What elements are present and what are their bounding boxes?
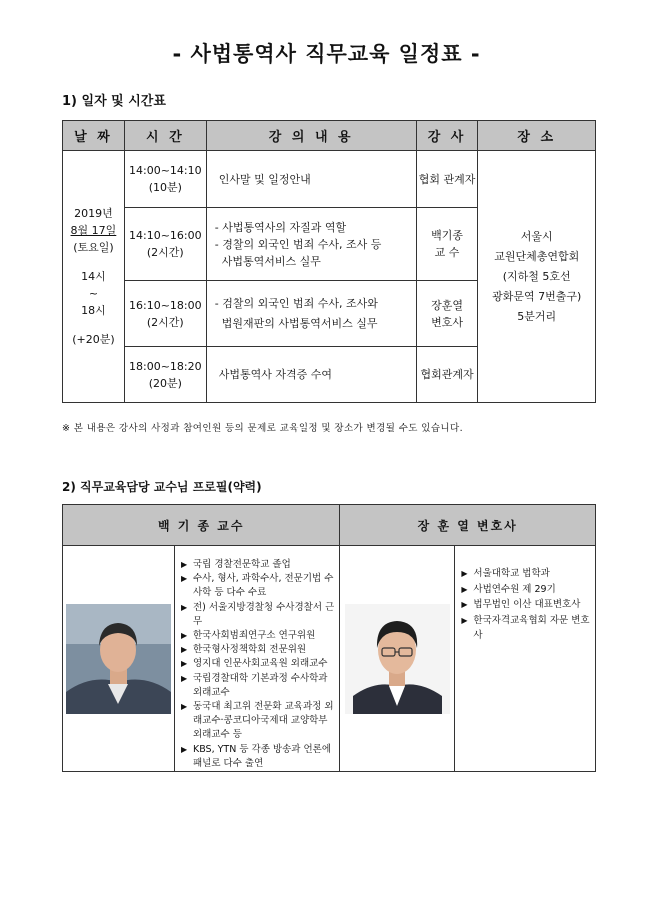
bullet-triangle-icon: ▶ [461, 569, 468, 578]
date-line: (토요일) [73, 241, 114, 254]
topic-line: 사법통역사 자격증 수여 [218, 368, 333, 381]
header-date: 날 짜 [63, 121, 125, 151]
bio-text: 한국형사정책학회 전문위원 [192, 644, 307, 656]
bio-item [181, 672, 335, 700]
bio-text: 한국자격교육협회 자문 변호사 [473, 614, 590, 641]
lecturer-title: 변호사 [431, 315, 463, 329]
section-heading-profiles: 2) 직무교육담당 교수님 프로필(약력) [62, 480, 262, 494]
topic-cell [206, 208, 416, 281]
place-cell [478, 151, 596, 403]
date-spacer [63, 319, 124, 331]
time-duration: (2시간) [146, 315, 184, 329]
time-range: 16:10~18:00 [129, 298, 202, 312]
header-place: 장 소 [478, 121, 596, 151]
bio-item [181, 643, 335, 657]
schedule-header-row [63, 121, 596, 151]
header-content: 강 의 내 용 [206, 121, 416, 151]
topic-cell [206, 347, 416, 403]
time-duration: (20분) [148, 376, 182, 390]
profile-name-baek: 백 기 종 교수 [63, 505, 340, 546]
lecturer-cell [416, 347, 478, 403]
page-title: - 사법통역사 직무교육 일정표 - [172, 42, 481, 66]
photo-cell-jang [340, 546, 455, 772]
bio-text: 영지대 인문사회교육원 외래교수 [192, 658, 328, 670]
bio-text: 전) 서울지방경찰청 수사경찰서 근무 [192, 601, 335, 627]
topic-line: 법원재판의 사법통역서비스 실무 [214, 316, 378, 330]
date-line: 14시 [81, 270, 106, 283]
date-spacer [63, 256, 124, 268]
bio-text: 사법연수원 제 29기 [473, 583, 556, 595]
portrait-jang-icon [345, 604, 450, 714]
topic-line: - 사법통역사의 자질과 역할 [214, 220, 347, 234]
topic-cell [206, 281, 416, 347]
header-time: 시 간 [124, 121, 206, 151]
topic-line: - 경찰의 외국인 범죄 수사, 조사 등 [214, 237, 382, 251]
topic-cell [206, 151, 416, 208]
time-duration: (10분) [148, 181, 182, 194]
bio-item [181, 572, 335, 600]
bullet-triangle-icon: ▶ [180, 659, 188, 669]
profile-bio-jang [455, 546, 596, 772]
date-line: 8월 17일 [70, 224, 117, 237]
lecturer-name: 협회관계자 [420, 368, 474, 381]
topic-line: 인사말 및 일정안내 [218, 172, 311, 186]
bio-text: 국립경찰대학 기본과정 수사학과 외래교수 [192, 672, 328, 698]
bullet-triangle-icon: ▶ [180, 631, 188, 641]
bio-item [461, 582, 591, 598]
bullet-triangle-icon: ▶ [180, 560, 188, 569]
date-line: ~ [88, 287, 99, 300]
header-lecturer: 강 사 [416, 121, 478, 151]
place-line: 교원단체총연합회 [494, 249, 580, 263]
bio-text: 국립 경찰전문학교 졸업 [192, 559, 291, 570]
bullet-triangle-icon: ▶ [180, 744, 188, 754]
bio-text: KBS, YTN 등 각종 방송과 언론에 패널로 다수 출연 [192, 743, 332, 769]
time-cell [124, 208, 206, 281]
portrait-photo-baek [66, 604, 171, 714]
place-line: 5분거리 [517, 309, 557, 323]
portrait-baek-icon [66, 604, 171, 714]
date-cell [63, 151, 125, 403]
bio-item [181, 743, 335, 771]
bullet-triangle-icon: ▶ [461, 615, 468, 625]
bio-item [181, 601, 335, 629]
profile-name-jang: 장 훈 열 변호사 [340, 505, 596, 546]
time-cell [124, 151, 206, 208]
lecturer-name: 백기종 [431, 229, 463, 242]
time-cell [124, 281, 206, 347]
profile-table [62, 504, 596, 772]
bio-text: 동국대 최고위 전문화 교육과정 외래교수·콩코디아국제대 교양학부 외래교수 등 [192, 701, 334, 741]
date-line: 18시 [81, 304, 106, 317]
lecturer-cell [416, 151, 478, 208]
time-range: 14:10~16:00 [129, 229, 202, 242]
bio-text: 서울대학교 법학과 [473, 568, 550, 579]
bio-text: 수사, 형사, 과학수사, 전문기법 수사학 등 다수 수료 [192, 573, 334, 599]
place-line: 광화문역 7번출구) [492, 289, 582, 303]
bio-item [181, 700, 335, 743]
bio-item [461, 613, 591, 644]
lecturer-cell [416, 208, 478, 281]
lecturer-name: 협회 관계자 [418, 172, 476, 186]
bio-item [181, 558, 335, 572]
time-range: 18:00~18:20 [129, 359, 202, 373]
bullet-triangle-icon: ▶ [180, 574, 188, 584]
table-row [63, 151, 596, 208]
bio-text: 법무법인 이산 대표변호사 [473, 599, 581, 610]
bullet-triangle-icon: ▶ [180, 702, 188, 712]
time-range: 14:00~14:10 [129, 164, 202, 177]
bullet-triangle-icon: ▶ [461, 584, 468, 594]
bullet-triangle-icon: ▶ [180, 645, 188, 655]
date-line: 2019년 [74, 207, 113, 220]
place-line: (지하철 5호선 [502, 269, 571, 283]
bio-item [461, 597, 591, 613]
photo-cell-baek [63, 546, 175, 772]
place-line: 서울시 [520, 229, 553, 243]
portrait-photo-jang [345, 604, 450, 714]
schedule-table [62, 120, 596, 403]
bio-item [181, 629, 335, 643]
profile-body-row [63, 546, 596, 772]
profile-bio-baek [174, 546, 339, 772]
section-heading-schedule: 1) 일자 및 시간표 [62, 94, 166, 109]
lecturer-cell [416, 281, 478, 347]
bio-text: 한국사회범죄연구소 연구위원 [192, 630, 316, 642]
bio-item [461, 566, 591, 582]
topic-line: 사법통역서비스 실무 [214, 254, 321, 268]
bio-item [181, 657, 335, 671]
lecturer-name: 장훈열 [431, 298, 463, 312]
schedule-note: ※ 본 내용은 강사의 사정과 참여인원 등의 문제로 교육일정 및 장소가 변경될 수도 있습니다. [62, 423, 464, 434]
bullet-triangle-icon: ▶ [461, 600, 468, 609]
bullet-triangle-icon: ▶ [180, 673, 188, 683]
bullet-triangle-icon: ▶ [180, 602, 188, 612]
topic-line: - 검찰의 외국인 범죄 수사, 조사와 [214, 296, 378, 310]
time-cell [124, 347, 206, 403]
date-line: (+20분) [72, 333, 115, 346]
time-duration: (2시간) [146, 246, 184, 259]
lecturer-title: 교 수 [434, 246, 460, 259]
profile-header-row [63, 505, 596, 546]
